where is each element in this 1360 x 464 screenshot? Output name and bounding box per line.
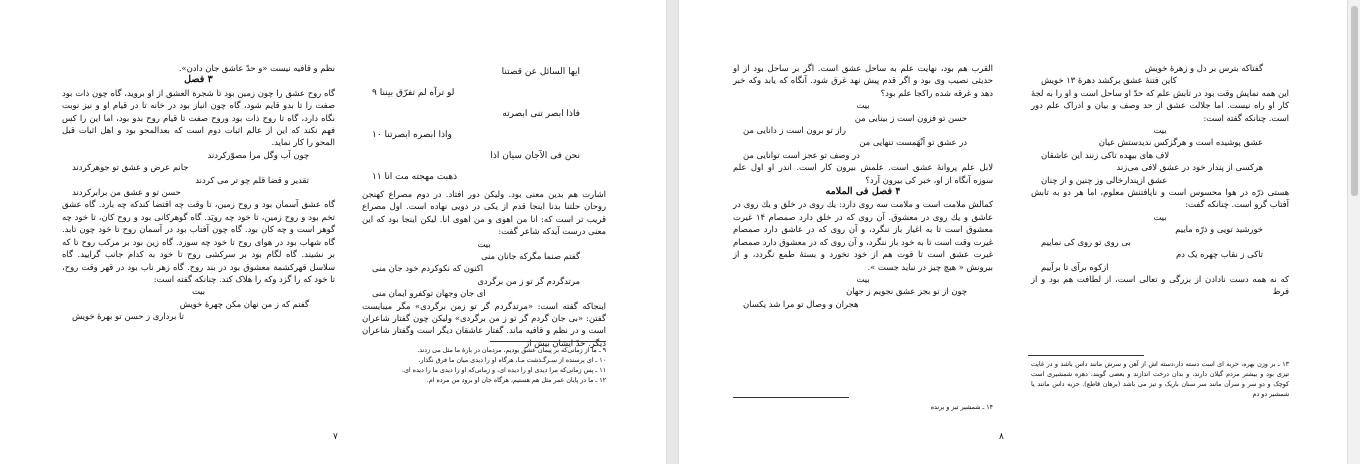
verse-line: ازکوه برآی تا برآییم <box>1041 261 1109 272</box>
verse-line: مرتدگردم گر تو ز من برگردی <box>477 275 580 286</box>
footnote: ۱۳ ـ بر وزن بهره، حربه ای است دسته دار،دسته اش از آهن و سرش مانند داس باشد و در غایت تیزی بود و بیشتر مردم گیلان دارند، و بدان درخت اندازند و بعضی گویند، دهره شمشیری است کوچک و دو سر و سرآن مانند سر سنان باریک و تیز می باشد (برهان قاطع). حربه داس مانند یا شمشیر دو دم <box>1031 361 1289 398</box>
verse-line: عشق پوشیده است و هرگزکس ندیدستش عیان <box>1098 137 1263 148</box>
paragraph: که نه همه دست نادادن از بزرگی و تعالی است، از لطافت هم بود و از فرط <box>1031 273 1289 297</box>
verse-line: حسن تو فزون است ز بینایی من <box>854 112 967 123</box>
verse-line: چون آب وگل مرا مصوّرکردند <box>207 149 309 160</box>
vertical-scrollbar[interactable] <box>1347 0 1360 464</box>
verse-line: راز تو برون است ز دانایی من <box>743 125 846 136</box>
verse-line: گفتم صنما مگرکه جانان منی <box>481 251 580 262</box>
scrollbar-thumb[interactable] <box>1351 6 1358 196</box>
verse-line: در عشق تو اَنْهَمست تنهایی من <box>859 137 967 148</box>
footnote: ۱۱ ـ پس زمانی‌که مرا دیدی او را دیده ای، و زمانی‌که او را دیدی ما را دیده ای. <box>401 367 606 374</box>
arabic-verse-line: نحن فی الآجان سیان اذا <box>490 151 580 161</box>
arabic-verse-line: لو ترآه لم تفرّق بیننا ۹ <box>372 88 455 98</box>
paragraph: اشارت هم بدین معنی بود. ولیکن دور افتاد. در دوم مصراع کهنجن روحان حلتنا بدنا اینجا قدم از یکی در دویی نهاده است. اول مصراع قریب تر است که: انا من اهوی و من اهوی انا. لیکن اینجا بود که این معنی درست آیدکه شاعر گفت: <box>362 189 606 237</box>
verse-line: ای جان وجهان توکفرو ایمان منی <box>372 288 486 299</box>
paragraph: القرب هم بود، نهایت علم به ساحل عشق است. اگر بر ساحل بود از او حدیثی نصیب وی بود و اگر قدم پیش نهد غرق شود. آنگاه که یابد وکه خبر دهد و غرقه شده راکجا علم بود؟ <box>733 63 993 98</box>
paragraph: کمالش ملامت است و ملامت سه روی دارد: یك روی در خلق و یك روی در عاشق و یك روی در معشوق. آن روی که در خلق دارد صمصام ۱۴ غیرت معشوق است تا به اغیار باز ننگرد، و آن روی که در عاشق دارد صمصام غیرت وقت است تا به خود باز ننگرد، و آن روی که در معشوق دارد صمصام غیرت عشق است تا قوت هم از خود نخورد و بستهٔ طمع نگردد، و از بیرونش « هیچ چیز در نباید جست ». <box>733 199 994 272</box>
footnote: ۹ ـ ما از زمانی‌که بر پیمان عشق بودیم، مردمان در بارهٔ ما مثل می زدند. <box>417 347 606 354</box>
footnote-rule <box>490 341 606 342</box>
right-inner-column <box>733 62 993 310</box>
right-outer-column <box>1031 62 1289 298</box>
footnote: ۱۴ ـ شمشیر تیز و برنده <box>930 404 993 411</box>
verse-line: عشق ازپندارخالی وز چنین و از چنان <box>1041 174 1168 185</box>
verse-line: گفتم که ز من نهان مکن چهرهٔ خویش <box>179 298 309 309</box>
footnote: ۱۰ ـ ای پرسنده از سـرگـذشت مـا، هرگاه او را دیدی میان ما فرق نگذار. <box>418 357 606 364</box>
paragraph: هستی ذرّه در هوا محسوس است و ناپافتنش معلوم، اما هر دو به تابش آفتاب گرو است. چنانکه گفت: <box>1031 187 1289 210</box>
paragraph: گاه روح عشق را چون زمین بود تا شجرة العشق از او بروید، گاه چون ذات بود صفت را تا بدو قایم شود، گاه چون انباز بود در خانه تا در قیام او و نیز نوبت نگاه دارد، گاه تا روح ذات بود وروح صفت تا قیام روح بدو بود، اما این را کس فهم نکند که این از عالم اثبات دوم است که بعدالمحو بود و اهل اثبات قبل المحو را کار نماید. <box>62 87 335 148</box>
paragraph: این همه نمایش وقت بود در تابش علم که حدّ او ساحل است و او را به لجهٔ کار او راه نیست. اما جلالت عشق از حد وصف و بیان و ادراک علم دور است. چنانکه گفته است: <box>1031 87 1289 123</box>
verse-line: هجران و وصال تو مرا شد یکسان <box>743 298 859 309</box>
right-footnotes <box>1031 360 1289 400</box>
verse-line: چون از تو بجز عشق نجویم ز جهان <box>846 286 967 297</box>
verse-label: بیت <box>191 286 206 297</box>
arabic-verse-line: فاذا ابصر تنی ابصرته <box>502 109 580 119</box>
verse-label: بیت <box>1153 125 1167 136</box>
footnote-rule <box>1028 355 1144 356</box>
arabic-verse-line: ایها السائل عن قصتنا <box>501 67 580 77</box>
verse-line: تقدیر و قضا قلم چو تر می کردند <box>195 174 309 185</box>
left-outer-column <box>62 62 335 323</box>
arabic-verse-line: ذهبت مهجته مت انا ۱۱ <box>372 172 458 182</box>
verse-line: حسن تو و عشق من برابرکردند <box>72 187 181 198</box>
paragraph: گاه عشق آسمان بود و روح زمین، تا وقت چه اقتضا کندکه چه بارد. گاه عشق تخم بود و روح زمین، تا خود چه رویَد. گاه گوهرکانی بود و روح کان، تا خود چه گوهر است و چه کان بود. گاه چون آفتاب بود در آسمان روح تا خود چون تابد. گاه شهاب بود در هوای روح تا خود چه سوزد. گاه زین بود بر مرکب روح تا که بر نشیند. گاه لگام بود بر سرکشی روح تا خود به کدام جانب گرایید. گاه سلاسل قهرکشمة معشوق بود در بند روح. گاه زهر ناب بود در قهر وقت روح، تا خود که را گزد وکه را هلاک کند. چنانکه گفته است: <box>62 199 335 284</box>
footnote: ۱۲ ـ ما در پایان عمر مثل هم هستیم، هرگاه جان او برود من مرده ام. <box>426 377 606 384</box>
verse-line: لاف های بیهده تاکی زنند این عاشقان <box>1041 149 1170 160</box>
verse-label: بیت <box>1153 211 1167 222</box>
section-heading: ۴ فصل فی الملامه <box>825 186 901 198</box>
verse-line: در وصف تو عجز است توانایی من <box>743 149 860 160</box>
page-number-right: ۸ <box>999 432 1004 442</box>
footnote-rule <box>733 397 849 398</box>
verse-line: اکنون که نکوکردم خود جان منی <box>372 263 484 274</box>
verse-line: تاکی ز نقاب چهره یک دم <box>1176 249 1263 260</box>
left-footnotes <box>362 346 606 386</box>
right-page <box>679 0 1348 464</box>
verse-line: جانم عرض و عشق تو جوهرکردند <box>72 162 189 173</box>
paragraph: اینجاکه گفته است: «مرتدگردم گر تو زمن برگردی» مگر میبایست گفتن: «بی جان گردم گر تو ز من برگردی» ولیکن چون گفتار شاعران است و در نظم و قافیه ماند. گفتار عاشقان دیگر است وگفتار شاعران دیگر. حدّ ایشان بیش از <box>362 300 606 348</box>
section-heading: ۳ فصل <box>184 74 213 86</box>
verse-label: بیت <box>856 100 870 111</box>
verse-label: بیت <box>856 273 870 284</box>
arabic-verse-line: واذا ابصره ابصرتنا ۱۰ <box>372 130 452 140</box>
verse-line: گفتاکه بترس بر دل و زهرهٔ خویش <box>1144 63 1263 73</box>
paragraph: لابل علم پروانهٔ عشق است. علمش بیرون کار است. اندر او اول علم سوزه آنگاه از او، خبر کی بیرون آرد؟ <box>733 162 993 185</box>
verse-line: کاین فتنهٔ عشق برکشد دهرهٔ ۱۳ خویش <box>1041 75 1177 86</box>
paragraph: نظم و قافیه نیست «و حدّ عاشق جان دادن». <box>178 63 335 73</box>
right-inner-footnotes <box>733 403 993 413</box>
page-number-left: ۷ <box>333 432 338 442</box>
verse-line: خورشید تویی و ذرّه ماییم <box>1175 224 1263 235</box>
left-page <box>0 0 666 464</box>
verse-line: تا برداری ز حسن تو بهرهٔ خویش <box>72 311 184 322</box>
left-inner-column <box>362 62 606 349</box>
verse-line: بی روی تو روی کی نماییم <box>1041 236 1131 247</box>
verse-label: بیت <box>477 238 491 249</box>
verse-line: هرکسی از پندار خود در عشق لافی می‌زند <box>1116 162 1263 173</box>
